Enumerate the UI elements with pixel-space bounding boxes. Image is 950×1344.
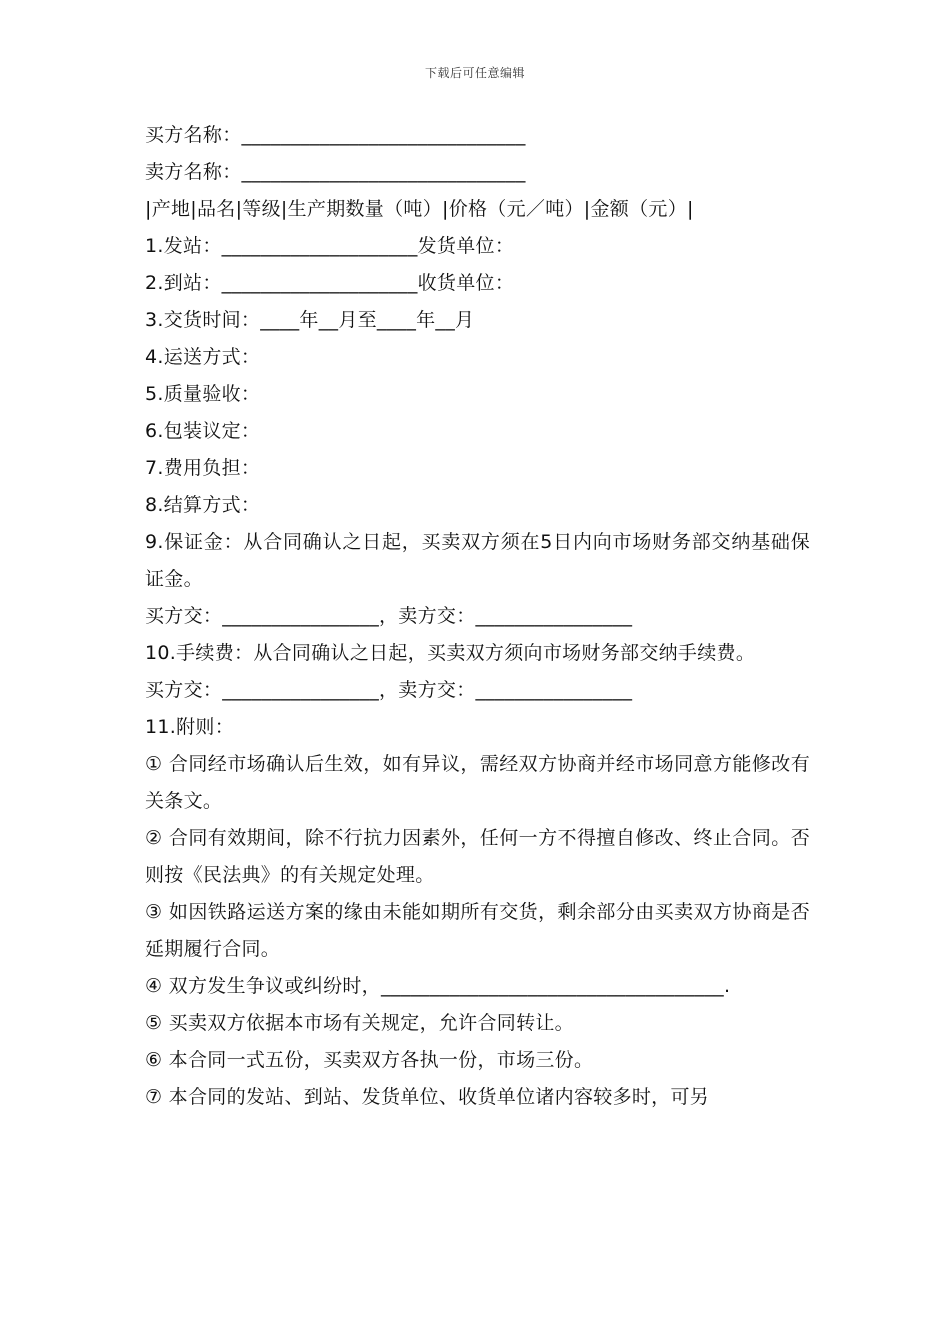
- clause-11-item-6: ⑥ 本合同一式五份，买卖双方各执一份，市场三份。: [145, 1049, 594, 1071]
- clause-7-cost-bearing: 7.费用负担：: [145, 457, 261, 479]
- clause-1-departure-station: 1.发站：____________________发货单位：: [145, 235, 515, 257]
- buyer-name-line: 买方名称：_____________________________: [145, 124, 526, 146]
- clause-10-handling-fee: 10.手续费：从合同确认之日起，买卖双方须向市场财务部交纳手续费。: [145, 642, 756, 664]
- clause-9-deposit: 9.保证金：从合同确认之日起，买卖双方须在5日内向市场财务部交纳基础保证金。: [145, 531, 810, 590]
- clause-11-title: 11.附则：: [145, 716, 235, 738]
- clause-2-arrival-station: 2.到站：____________________收货单位：: [145, 272, 515, 294]
- clause-5-quality-inspection: 5.质量验收：: [145, 383, 261, 405]
- clause-11-item-2: ② 合同有效期间，除不行抗力因素外，任何一方不得擅自修改、终止合同。否则按《民法典》的有关规定处理。: [145, 827, 810, 886]
- clause-11-item-5: ⑤ 买卖双方依据本市场有关规定，允许合同转让。: [145, 1012, 574, 1034]
- clause-6-packaging: 6.包装议定：: [145, 420, 261, 442]
- clause-10-fee-amounts: 买方交：________________，卖方交：________________: [145, 679, 633, 701]
- clause-4-transport-method: 4.运送方式：: [145, 346, 261, 368]
- clause-3-delivery-time: 3.交货时间：____年__月至____年__月: [145, 309, 475, 331]
- clause-11-item-1: ① 合同经市场确认后生效，如有异议，需经双方协商并经市场同意方能修改有关条文。: [145, 753, 810, 812]
- seller-name-line: 卖方名称：_____________________________: [145, 161, 526, 183]
- clause-11-item-7: ⑦ 本合同的发站、到站、发货单位、收货单位诸内容较多时，可另: [145, 1086, 710, 1108]
- contract-body: [145, 117, 810, 1116]
- clause-8-settlement-method: 8.结算方式：: [145, 494, 261, 516]
- clause-9-deposit-amounts: 买方交：________________，卖方交：________________: [145, 605, 633, 627]
- page-header-note: 下载后可任意编辑: [424, 66, 525, 80]
- clause-11-item-4: ④ 双方发生争议或纠纷时，___________________________________.: [145, 975, 731, 997]
- clause-11-item-3: ③ 如因铁路运送方案的缘由未能如期所有交货，剩余部分由买卖双方协商是否延期履行合同。: [145, 901, 810, 960]
- goods-table-header-line: |产地|品名|等级|生产期数量（吨）|价格（元／吨）|金额（元）|: [145, 198, 694, 220]
